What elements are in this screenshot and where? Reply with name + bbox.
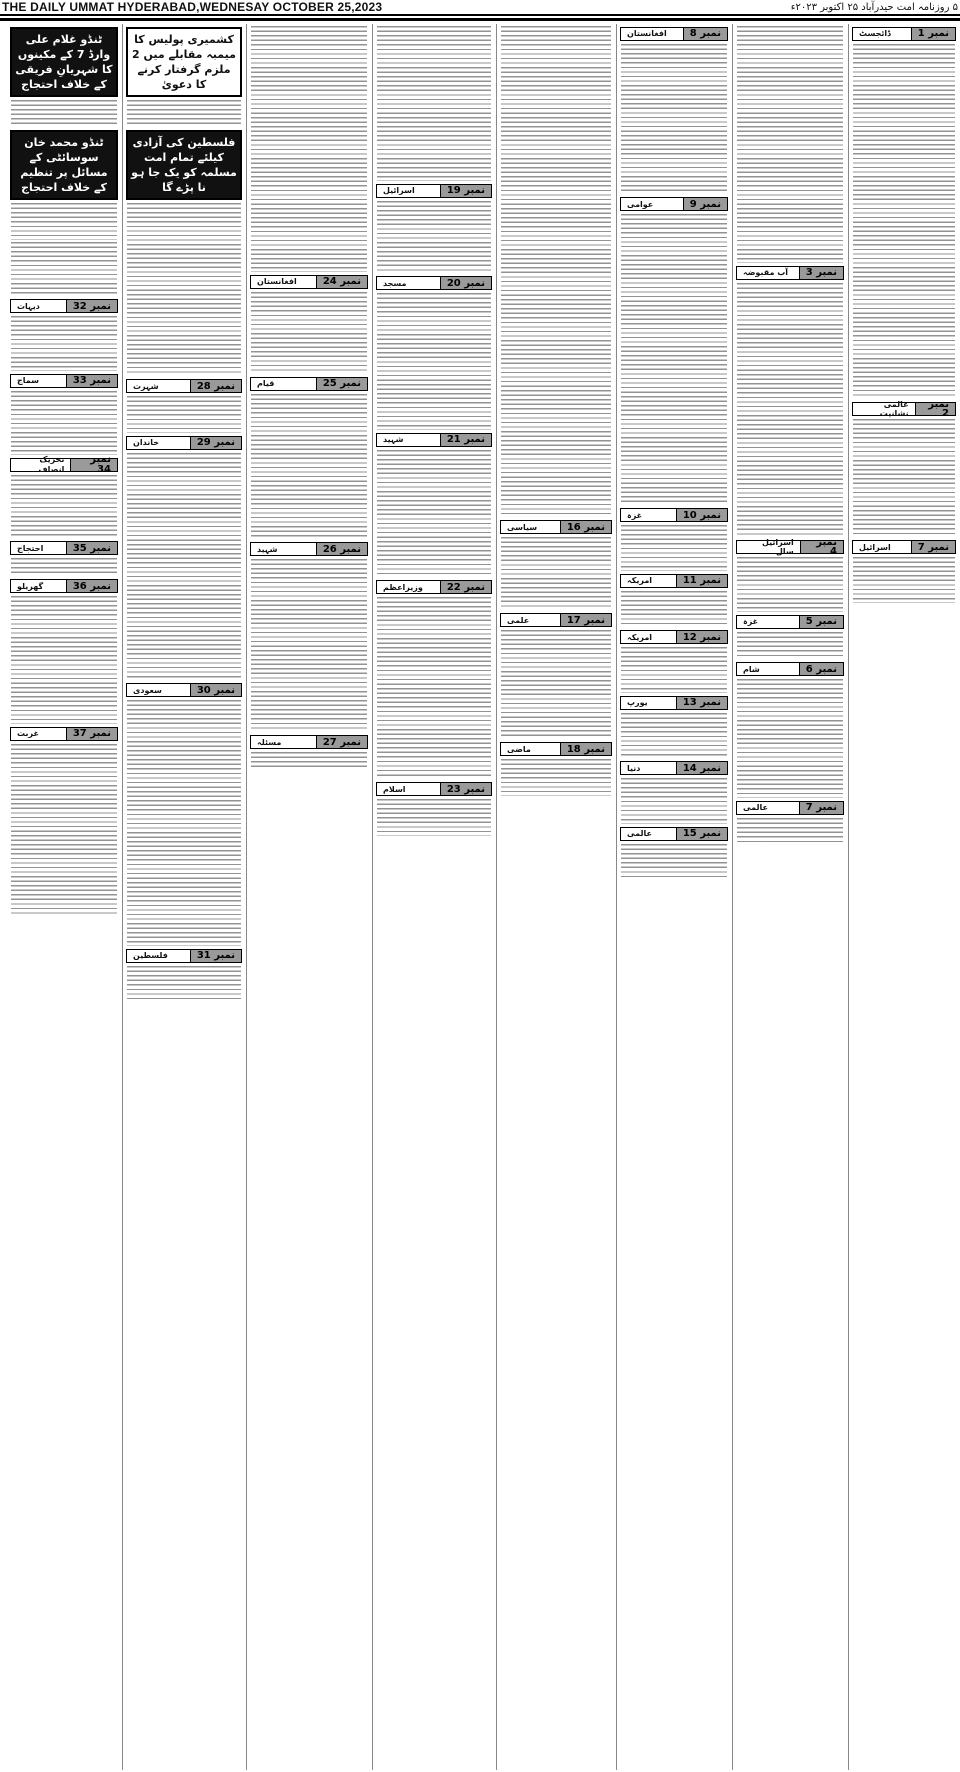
section-title: فلسطین: [133, 951, 168, 961]
section-title: اسرائیل: [859, 542, 891, 552]
section-title: امریکہ: [627, 632, 653, 642]
section-number: نمبر 29: [190, 437, 241, 449]
article-text-block: [621, 844, 727, 880]
section-title: مسئلہ: [257, 737, 282, 747]
section-number: نمبر 8: [683, 28, 727, 40]
column-divider: [616, 24, 617, 1770]
section-title: وزیراعظم: [383, 582, 423, 592]
section-header: [736, 537, 844, 558]
article-text-block: [251, 559, 367, 732]
section-header: [620, 27, 728, 41]
section-header: [376, 276, 492, 290]
section-header: [620, 574, 728, 588]
headline-box: کشمیری پولیس کا میمبہ مقابلے میں 2 ملزم گرفتار کرنے کا دعویٰ: [126, 27, 242, 97]
section-header: [10, 299, 118, 313]
section-title: اسلام: [383, 784, 406, 794]
section-header: [376, 580, 492, 594]
section-header: [376, 184, 492, 198]
section-number: نمبر 27: [316, 736, 367, 748]
headline-box: فلسطین کی آزادی کیلئے تمام امت مسلمہ کو یک جا ہو نا پڑے گا: [126, 130, 242, 200]
section-title: شام: [743, 664, 760, 674]
article-text-block: [11, 475, 117, 539]
article-text-block: [621, 44, 727, 194]
article-text-block: [621, 591, 727, 627]
section-header: [620, 827, 728, 841]
section-header: [852, 540, 956, 554]
article-text-block: [621, 647, 727, 693]
section-title: شہید: [383, 435, 404, 445]
section-number: نمبر 28: [190, 380, 241, 392]
section-title: تحریک انصاف: [38, 455, 65, 474]
article-text-block: [377, 450, 491, 577]
section-header: [250, 275, 368, 289]
article-text-block: [621, 713, 727, 759]
article-text-block: [127, 453, 241, 681]
article-text-block: [127, 966, 241, 1002]
masthead: [0, 0, 960, 16]
section-number: نمبر 25: [316, 378, 367, 390]
section-header: [250, 542, 368, 556]
section-number: نمبر 1: [911, 28, 955, 40]
section-number: نمبر 21: [440, 434, 491, 446]
article-text-block: [11, 203, 117, 239]
section-header: [620, 630, 728, 644]
article-text-block: [127, 396, 241, 432]
section-title: غربت: [17, 729, 39, 739]
masthead-english-title: THE DAILY UMMAT HYDERABAD,WEDNESAY OCTOBER 25,2023: [2, 0, 383, 14]
section-number: نمبر 20: [440, 277, 491, 289]
section-title: عوامی: [627, 199, 654, 209]
column-divider: [496, 24, 497, 1770]
article-text-block: [251, 26, 367, 272]
section-number: نمبر 35: [66, 542, 117, 554]
news-column-4: [498, 24, 614, 1770]
section-number: نمبر 34: [70, 459, 117, 471]
article-text-block: [737, 632, 843, 659]
article-text-block: [853, 557, 955, 603]
article-text-block: [251, 752, 367, 770]
article-text-block: [11, 100, 117, 127]
section-number: نمبر 12: [676, 631, 727, 643]
section-title: افغانستان: [257, 277, 297, 287]
section-title: غزہ: [627, 510, 643, 520]
section-number: نمبر 6: [799, 663, 843, 675]
article-text-block: [501, 537, 611, 610]
article-text-block: [127, 203, 241, 376]
article-text-block: [501, 630, 611, 739]
masthead-urdu-title: ۵ روزنامہ امت حیدرآباد ۲۵ اکتوبر ۲۰۲۳ء: [790, 1, 958, 13]
section-title: افغانستان: [627, 29, 667, 39]
article-text-block: [621, 778, 727, 824]
section-header: [736, 615, 844, 629]
section-title: امریکہ: [627, 576, 653, 586]
section-number: نمبر 33: [66, 375, 117, 387]
newspaper-page: [0, 24, 960, 1770]
article-text-block: [737, 818, 843, 845]
section-header: [852, 27, 956, 41]
section-title: دیہات: [17, 301, 40, 311]
section-header: [10, 727, 118, 741]
section-header: [620, 197, 728, 211]
news-column-6: [248, 24, 370, 1770]
section-title: عالمی: [743, 803, 768, 813]
section-title: اسرائیل: [383, 186, 415, 196]
article-text-block: [11, 316, 117, 371]
section-header: [250, 377, 368, 391]
section-header: [620, 508, 728, 522]
article-text-block: [251, 394, 367, 540]
article-text-block: [11, 242, 117, 297]
section-header: [620, 696, 728, 710]
section-header: [126, 436, 242, 450]
article-text-block: [127, 100, 241, 127]
article-text-block: [127, 700, 241, 946]
section-header: [620, 761, 728, 775]
article-text-block: [737, 557, 843, 612]
article-text-block: [11, 744, 117, 917]
section-title: احتجاج: [17, 543, 44, 553]
section-title: اسرائیل سال: [761, 538, 794, 557]
section-number: نمبر 14: [676, 762, 727, 774]
section-number: نمبر 2: [915, 403, 955, 415]
section-number: نمبر 5: [799, 616, 843, 628]
article-text-block: [377, 201, 491, 274]
headline-box: ٹنڈو غلام علی وارڈ 7 کے مکینوں کا شہریانِ فریقی کے خلاف احتجاج: [10, 27, 118, 97]
section-title: سماج: [17, 376, 39, 386]
section-number: نمبر 11: [676, 575, 727, 587]
article-text-block: [11, 391, 117, 455]
article-text-block: [11, 558, 117, 576]
section-header: [376, 782, 492, 796]
news-column-3: [618, 24, 730, 1770]
article-text-block: [621, 214, 727, 505]
section-header: [10, 374, 118, 388]
section-number: نمبر 32: [66, 300, 117, 312]
section-header: [736, 266, 844, 280]
section-title: غزہ: [743, 617, 759, 627]
section-number: نمبر 31: [190, 950, 241, 962]
section-number: نمبر 10: [676, 509, 727, 521]
section-number: نمبر 18: [560, 743, 611, 755]
section-title: سیاسی: [507, 522, 538, 532]
section-number: نمبر 15: [676, 828, 727, 840]
section-header: [10, 579, 118, 593]
section-number: نمبر 7: [911, 541, 955, 553]
section-header: [500, 520, 612, 534]
section-number: نمبر 22: [440, 581, 491, 593]
section-number: نمبر 9: [683, 198, 727, 210]
section-header: [126, 949, 242, 963]
section-number: نمبر 26: [316, 543, 367, 555]
masthead-rule: [0, 18, 960, 21]
section-number: نمبر 13: [676, 697, 727, 709]
news-column-5: [374, 24, 494, 1770]
column-divider: [122, 24, 123, 1770]
article-text-block: [377, 26, 491, 181]
section-title: گھریلو: [17, 581, 44, 591]
article-text-block: [501, 26, 611, 517]
section-title: ماضی: [507, 744, 531, 754]
article-text-block: [11, 596, 117, 723]
section-title: سعودی: [133, 685, 162, 695]
section-title: قیام: [257, 379, 275, 389]
section-title: دنیا: [627, 763, 641, 773]
news-column-2: [734, 24, 846, 1770]
article-text-block: [737, 283, 843, 538]
article-text-block: [853, 44, 955, 399]
section-number: نمبر 23: [440, 783, 491, 795]
news-column-8: [8, 24, 120, 1770]
section-title: شہرت: [133, 381, 159, 391]
section-number: نمبر 16: [560, 521, 611, 533]
section-title: عالمی نشانیت: [879, 399, 909, 418]
section-header: [500, 613, 612, 627]
article-text-block: [377, 293, 491, 430]
section-number: نمبر 3: [799, 267, 843, 279]
news-column-1: [850, 24, 958, 1770]
section-header: [126, 379, 242, 393]
section-number: نمبر 30: [190, 684, 241, 696]
section-number: نمبر 37: [66, 728, 117, 740]
section-header: [736, 662, 844, 676]
article-text-block: [737, 26, 843, 263]
article-text-block: [737, 679, 843, 797]
section-header: [250, 735, 368, 749]
section-title: عالمی: [627, 829, 652, 839]
section-title: مسجد: [383, 278, 407, 288]
section-title: ڈائجسٹ: [859, 29, 891, 39]
section-header: [500, 742, 612, 756]
section-title: یورپ: [627, 698, 648, 708]
section-header: [10, 541, 118, 555]
article-text-block: [377, 799, 491, 835]
article-text-block: [853, 419, 955, 537]
section-number: نمبر 36: [66, 580, 117, 592]
section-number: نمبر 24: [316, 276, 367, 288]
news-column-7: [124, 24, 244, 1770]
article-text-block: [251, 292, 367, 374]
article-text-block: [377, 597, 491, 779]
column-divider: [732, 24, 733, 1770]
section-title: شہید: [257, 544, 278, 554]
column-divider: [372, 24, 373, 1770]
section-header: [126, 683, 242, 697]
section-header: [852, 398, 956, 419]
section-header: [376, 433, 492, 447]
section-header: [736, 801, 844, 815]
section-number: نمبر 7: [799, 802, 843, 814]
section-title: علمی: [507, 615, 530, 625]
article-text-block: [621, 525, 727, 571]
section-number: نمبر 19: [440, 185, 491, 197]
section-title: خاندان: [133, 438, 159, 448]
section-number: نمبر 4: [800, 541, 843, 553]
section-header: [10, 454, 118, 475]
section-title: آب مقبوضہ: [743, 268, 788, 278]
headline-box: ٹنڈو محمد خان سوسائٹی کے مسائل پر تنظیم کے خلاف احتجاج: [10, 130, 118, 200]
column-divider: [848, 24, 849, 1770]
section-number: نمبر 17: [560, 614, 611, 626]
article-text-block: [501, 759, 611, 795]
column-divider: [246, 24, 247, 1770]
